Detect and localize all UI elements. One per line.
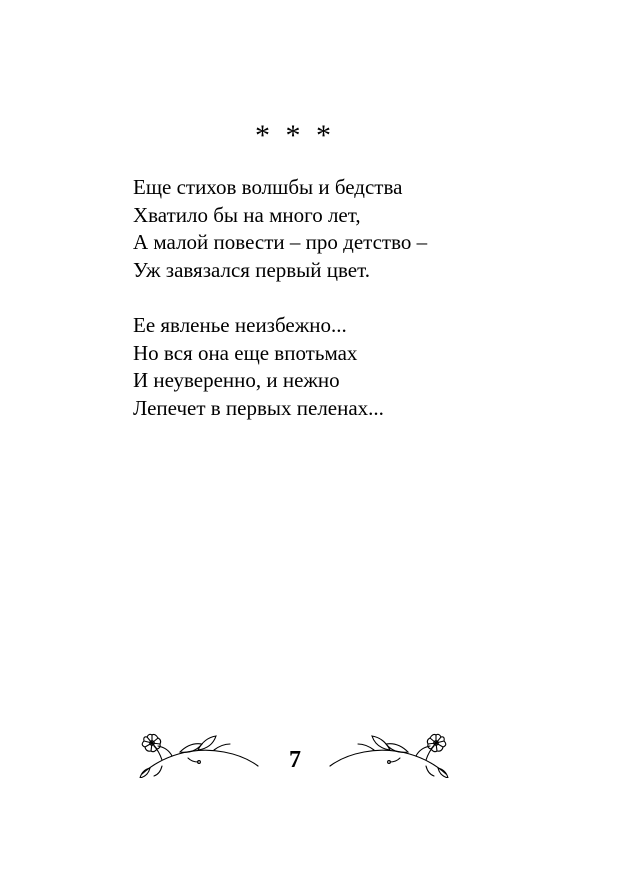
- stanza-2: [133, 312, 384, 422]
- floral-vine-icon: [326, 726, 456, 778]
- poem-line: И неуверенно, и нежно: [133, 368, 340, 392]
- poem-line: Еще стихов волшбы и бедства: [133, 175, 403, 199]
- page-footer: [130, 722, 460, 782]
- poem-line: Хватило бы на много лет,: [133, 202, 361, 227]
- poem-line: А малой повести – про детство –: [133, 230, 428, 254]
- poem-line: Ее явленье неизбежно...: [133, 313, 347, 337]
- page-number: 7: [289, 747, 301, 773]
- poem-line: Но вся она еще впотьмах: [133, 340, 358, 365]
- poem-line: Лепечет в первых пеленах...: [133, 395, 384, 420]
- floral-vine-icon: [132, 726, 262, 778]
- poem-line: Уж завязался первый цвет.: [133, 257, 370, 282]
- section-separator: * * *: [255, 119, 335, 152]
- stanza-1: [133, 174, 427, 284]
